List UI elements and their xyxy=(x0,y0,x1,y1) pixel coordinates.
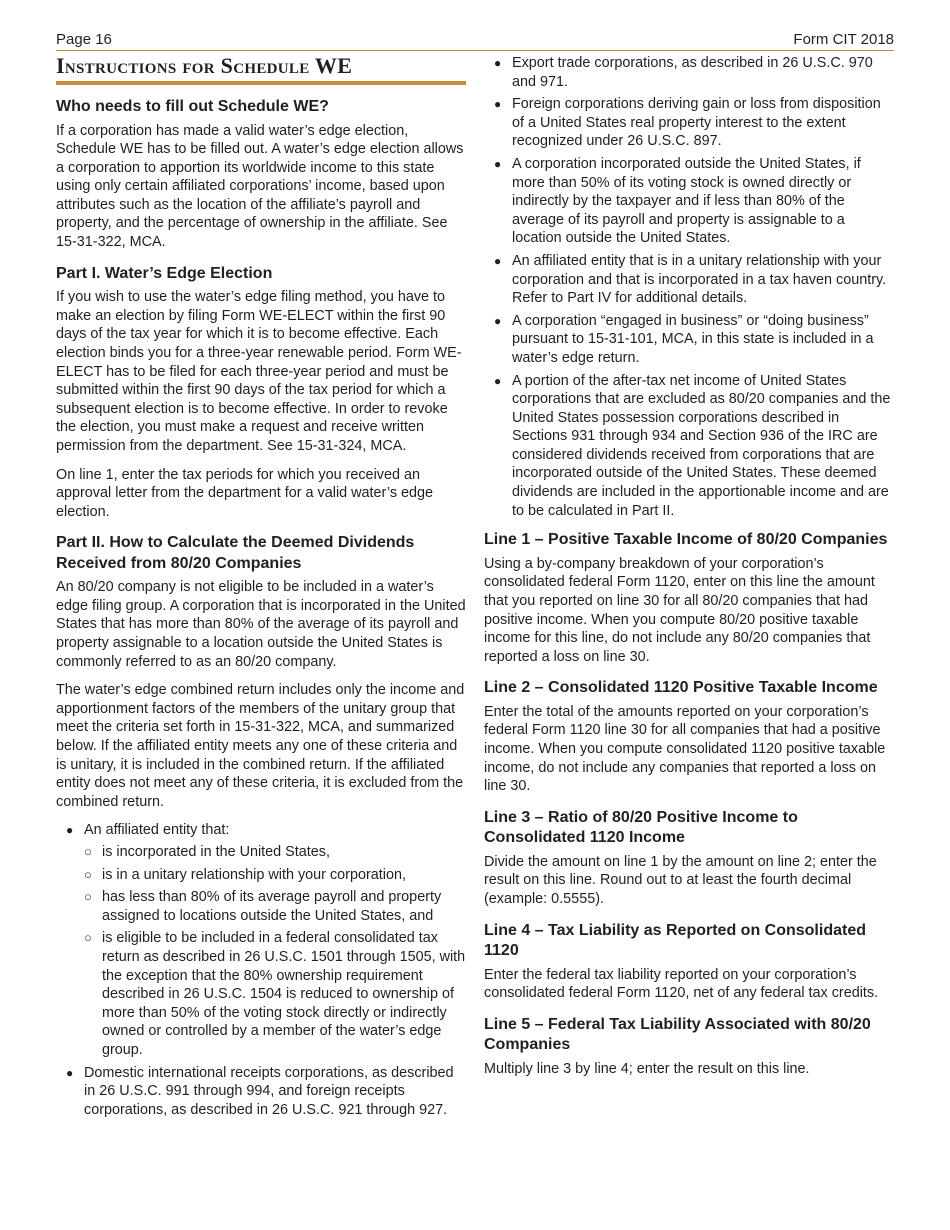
part1-section xyxy=(56,264,466,522)
line1-heading: Line 1 – Positive Taxable Income of 80/20 Companies xyxy=(484,531,888,549)
list-item: ● A corporation incorporated outside the United States, if more than 50% of its voting stock is owned directly or indirectly by the taxpayer and if less than 80% of the average of its payroll and property is assignable to a location outside the United States. xyxy=(484,155,896,248)
line3-section xyxy=(484,808,896,909)
line2-section xyxy=(484,678,896,795)
list-item xyxy=(56,821,466,1059)
sublist-item: ○ is eligible to be included in a federal consolidated tax return as described in 26 U.S.C. 1501 through 1505, with the exception that the 80% ownership requirement described in 26 U.S.C. 1504 is reduced to ownership of more than 50% of the voting stock directly or indirectly owned or controlled by a member of the water’s edge group. xyxy=(84,929,466,1059)
line4-section xyxy=(484,921,896,1003)
line1-section xyxy=(484,530,896,666)
part1-heading: Part I. Water’s Edge Election xyxy=(56,264,273,282)
page-number: Page 16 xyxy=(56,31,112,48)
line5-section xyxy=(484,1015,896,1079)
sublist-item: ○ has less than 80% of its average payroll and property assigned to locations outside the United States, and xyxy=(84,888,466,925)
line3-body: Divide the amount on line 1 by the amount on line 2; enter the result on this line. Round out to at least the fourth decimal (example: 0.5555). xyxy=(484,853,877,907)
part2-paragraph-1: An 80/20 company is not eligible to be included in a water’s edge filing group. A corporation that is incorporated in the United States that has more than 80% of the average of its payroll and property assignable to a location outside the United States is commonly referred to as an 80/20 company. xyxy=(56,579,466,670)
line5-heading: Line 5 – Federal Tax Liability Associated with 80/20 Companies xyxy=(484,1015,871,1054)
line5-body: Multiply line 3 by line 4; enter the result on this line. xyxy=(484,1060,810,1077)
line2-body: Enter the total of the amounts reported on your corporation’s federal Form 1120 line 30 for all companies that had a positive income. When you compute consolidated 1120 positive taxable income, do not include any companies that reported a loss on line 30. xyxy=(484,703,886,795)
sublist-item: ○ is in a unitary relationship with your corporation, xyxy=(84,866,466,885)
right-column xyxy=(484,54,896,1090)
part2-heading: Part II. How to Calculate the Deemed Dividends Received from 80/20 Companies xyxy=(56,534,415,572)
sublist-item: ○ is incorporated in the United States, xyxy=(84,843,466,862)
part2-section xyxy=(56,533,466,1119)
part1-paragraph-1: If you wish to use the water’s edge filing method, you have to make an election by filing Form WE-ELECT within the first 90 days of the tax year for which it is to become effective. Each election binds you for a three-year renewable period. Form WE-ELECT has to be filed for each three-year period and must be submitted within the first 90 days of the tax period for which a subsequent election is to become effective. In order to revoke the election, you must make a request and receive written permission from the department. See 15-31-324, MCA. xyxy=(56,289,462,454)
criteria-list xyxy=(56,821,466,1119)
list-item: ● Foreign corporations deriving gain or loss from disposition of a United States real property interest to the extent recognized under 26 U.S.C. 897. xyxy=(484,95,896,151)
criteria-list-continued xyxy=(484,54,896,520)
line3-heading: Line 3 – Ratio of 80/20 Positive Income to Consolidated 1120 Income xyxy=(484,808,798,847)
line2-heading: Line 2 – Consolidated 1120 Positive Taxable Income xyxy=(484,679,878,697)
who-section xyxy=(56,97,466,252)
line1-body: Using a by-company breakdown of your corporation’s consolidated federal Form 1120, enter on this line the amount that you reported on line 30 for all 80/20 companies that had positive income. When you compute 80/20 positive taxable income for this line, do not include any 80/20 companies that reported a loss on line 30. xyxy=(484,555,875,665)
criteria-sublist xyxy=(84,843,466,1060)
line4-body: Enter the federal tax liability reported on your corporation’s consolidated federal Form 1120, net of any federal tax credits. xyxy=(484,966,879,1002)
list-item: ● A corporation “engaged in business” or “doing business” pursuant to 15-31-101, MCA, in this state is included in a water’s edge return. xyxy=(484,312,896,368)
list-item: ● Domestic international receipts corporations, as described in 26 U.S.C. 991 through 994, and foreign receipts corporations, as described in 26 U.S.C. 921 through 927. xyxy=(56,1064,466,1120)
part1-paragraph-2: On line 1, enter the tax periods for which you received an approval letter from the department for a valid water’s edge election. xyxy=(56,466,434,520)
list-item: ● An affiliated entity that is in a unitary relationship with your corporation and that is incorporated in a tax haven country. Refer to Part IV for additional details. xyxy=(484,252,896,308)
form-name: Form CIT 2018 xyxy=(793,31,894,48)
criteria-bullet-1: An affiliated entity that: xyxy=(84,822,230,839)
page-header xyxy=(56,30,894,51)
list-item: ● Export trade corporations, as described in 26 U.S.C. 970 and 971. xyxy=(484,54,896,91)
line4-heading: Line 4 – Tax Liability as Reported on Consolidated 1120 xyxy=(484,921,866,960)
left-column xyxy=(56,54,466,1131)
list-item: ● A portion of the after-tax net income of United States corporations that are excluded as 80/20 companies and the United States possession corporations described in Sections 931 through 934 and Section 936 of the IRC are considered dividends received from corporations that are incorporated outside of the United States. These deemed dividends are included in the apportionable income and are to be calculated in Part II. xyxy=(484,372,896,521)
section-title: Instructions for Schedule WE xyxy=(56,54,466,85)
who-heading: Who needs to fill out Schedule WE? xyxy=(56,98,329,115)
who-body: If a corporation has made a valid water’s edge election, Schedule WE has to be filled out. A water’s edge election allows a corporation to apportion its worldwide income to this state using only certain affiliated corporations’ income, based upon attributes such as the location of the affiliate’s payroll and property, and the percentage of ownership in the affiliate. See 15-31-322, MCA. xyxy=(56,122,464,251)
part2-paragraph-2: The water’s edge combined return includes only the income and apportionment factors of the members of the unitary group that meet the criteria set forth in 15-31-322, MCA, and summarized below. If the affiliated entity meets any one of these criteria and is unitary, it is included in the combined return. If the affiliated entity does not meet any of these criteria, it is excluded from the combined return. xyxy=(56,682,465,810)
